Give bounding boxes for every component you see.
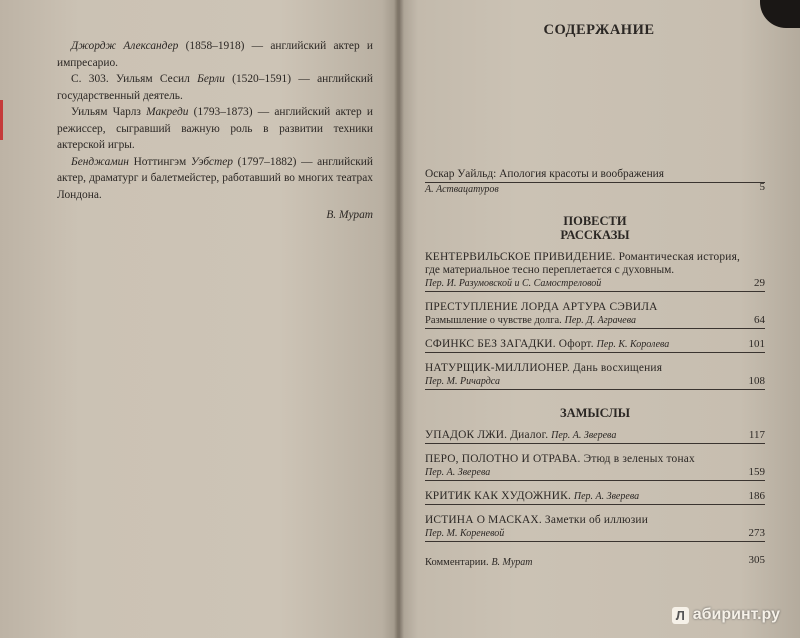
toc-rule: [425, 541, 765, 542]
toc-rule: [425, 443, 765, 444]
toc-entry-intro: [425, 168, 765, 196]
toc-entry: [425, 338, 765, 353]
toc-title: Комментарии.: [425, 557, 489, 568]
comment-burghley: С. 303. Уильям Сесил Берли (1520–1591) — английский государственный деятель.: [57, 73, 373, 102]
toc-entry: [425, 362, 765, 390]
toc-entry: [425, 514, 765, 542]
toc-rule: [425, 182, 765, 183]
left-page: [0, 0, 398, 638]
toc-page: 305: [748, 554, 765, 566]
toc-entry: [425, 301, 765, 329]
comment-macready: Уильям Чарлз Макреди (1793–1873) — английский актер и режиссер, сыгравший важную роль в развитии техники актерской игры.: [57, 106, 373, 151]
toc-page: 29: [754, 277, 765, 289]
toc-translator: Пер. М. Кореневой: [425, 528, 505, 539]
toc-subtitle: Размышление о чувстве долга.: [425, 315, 562, 326]
toc-page: 64: [754, 314, 765, 326]
toc-title: Оскар Уайльд: Апология красоты и воображения: [425, 168, 664, 180]
table-of-contents: [425, 168, 765, 578]
toc-translator: А. Аствацатуров: [425, 184, 499, 195]
labirint-watermark: [672, 606, 780, 624]
toc-title: КРИТИК КАК ХУДОЖНИК.: [425, 490, 572, 502]
section-line: ПОВЕСТИ: [563, 214, 627, 228]
toc-entry: [425, 490, 765, 505]
toc-rule: [425, 352, 765, 353]
toc-entry: [425, 251, 765, 292]
toc-translator: Пер. И. Разумовской и С. Самостреловой: [425, 278, 602, 289]
toc-translator: Пер. Д. Аграчева: [564, 315, 636, 326]
toc-title: КЕНТЕРВИЛЬСКОЕ ПРИВИДЕНИЕ. Романтическая история,: [425, 251, 741, 263]
toc-entry: [425, 429, 765, 444]
toc-entry-comments: [425, 556, 765, 569]
bookmark-edge: [0, 100, 3, 140]
toc-translator: Пер. А. Зверева: [573, 491, 640, 502]
toc-title: НАТУРЩИК-МИЛЛИОНЕР. Дань восхищения: [425, 362, 663, 374]
toc-title: СФИНКС БЕЗ ЗАГАДКИ. Офорт.: [425, 338, 594, 350]
section-heading-essays: ЗАМЫСЛЫ: [559, 406, 630, 420]
toc-page: 101: [748, 338, 765, 350]
watermark-text: абиринт.ру: [692, 606, 780, 623]
section-line: РАССКАЗЫ: [560, 228, 630, 242]
toc-entry: [425, 453, 765, 481]
toc-rule: [425, 291, 765, 292]
toc-title: УПАДОК ЛЖИ. Диалог.: [425, 429, 549, 441]
toc-page: 117: [748, 429, 765, 441]
section-heading-stories: [425, 214, 765, 242]
toc-translator: Пер. М. Ричардса: [425, 376, 500, 387]
toc-rule: [425, 480, 765, 481]
comment-webster: Бенджамин Ноттингэм Уэбстер (1797–1882) — английский актер, драматург и балетмейстер, работавший во многих театрах Лондона.: [57, 155, 373, 201]
toc-page: 273: [748, 527, 765, 539]
toc-page: 108: [748, 375, 765, 387]
toc-title: ПРЕСТУПЛЕНИЕ ЛОРДА АРТУРА СЭВИЛА: [425, 301, 658, 313]
toc-subtitle: где материальное тесно переплетается с духовным.: [425, 264, 675, 276]
toc-translator: Пер. А. Зверева: [551, 430, 617, 441]
book-gutter: [394, 0, 404, 638]
toc-rule: [425, 389, 765, 390]
toc-page: 5: [759, 181, 765, 193]
comment-alexander: Джордж Александер (1858–1918) — английский актер и импресарио.: [57, 40, 373, 69]
toc-rule: [425, 328, 765, 329]
toc-title: ПЕРО, ПОЛОТНО И ОТРАВА. Этюд в зеленых тонах: [425, 453, 695, 465]
comment-signature: В. Мурат: [326, 209, 373, 221]
toc-heading: СОДЕРЖАНИЕ: [543, 22, 655, 38]
toc-translator: В. Мурат: [491, 557, 533, 568]
comments-text: [57, 38, 373, 224]
toc-page: 186: [748, 490, 765, 502]
toc-translator: Пер. К. Королева: [596, 339, 670, 350]
labirint-logo-icon: Л: [672, 607, 689, 624]
toc-title: ИСТИНА О МАСКАХ. Заметки об иллюзии: [425, 514, 648, 526]
toc-translator: Пер. А. Зверева: [425, 467, 491, 478]
toc-rule: [425, 504, 765, 505]
toc-page: 159: [748, 466, 765, 478]
